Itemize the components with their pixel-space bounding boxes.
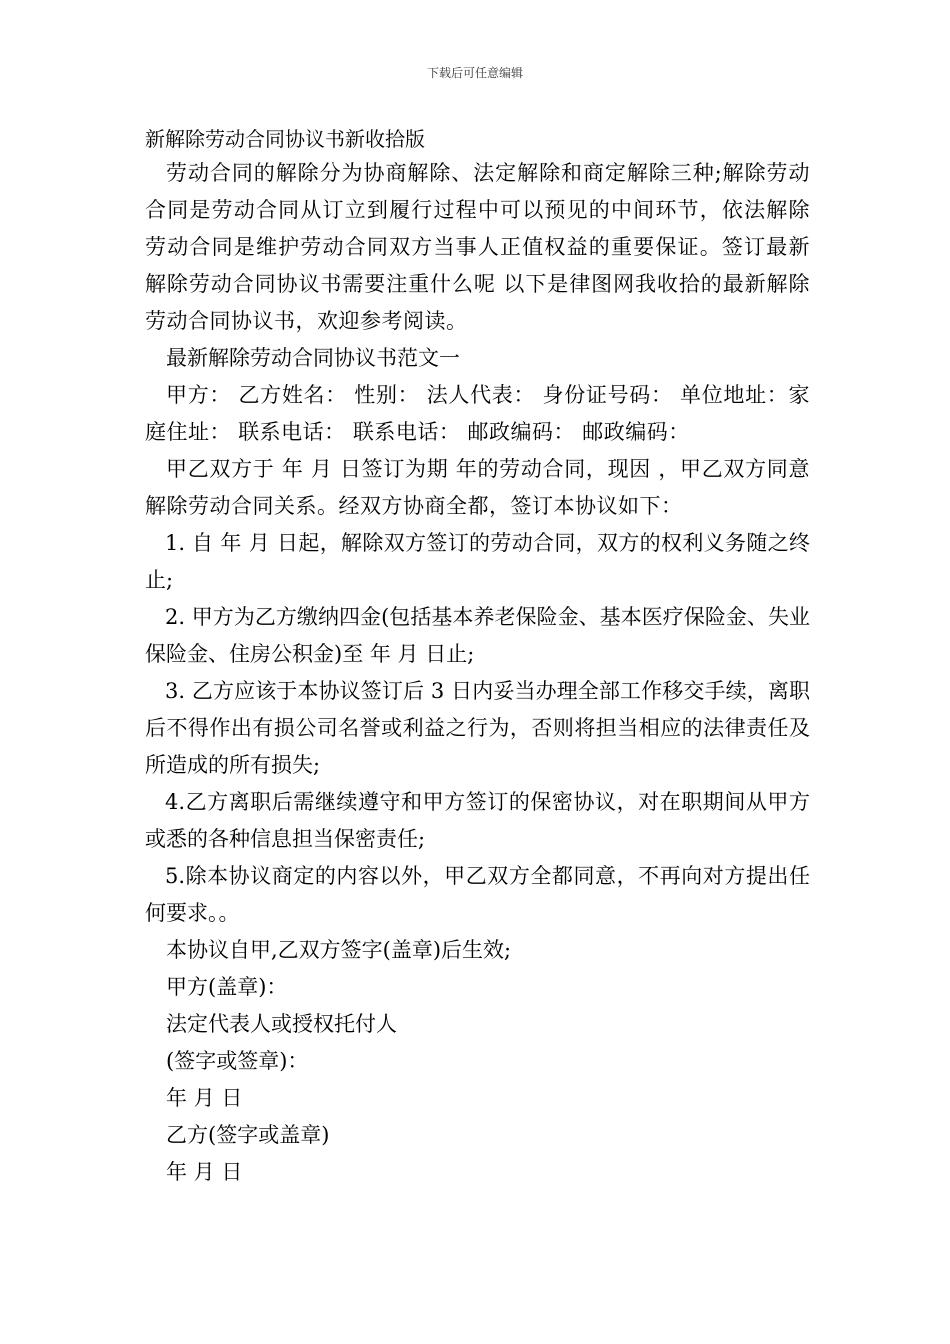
- clause-5: 5.除本协议商定的内容以外，甲乙双方全都同意，不再向对方提出任何要求。。: [145, 864, 810, 925]
- intro-paragraph: 劳动合同的解除分为协商解除、法定解除和商定解除三种;解除劳动合同是劳动合同从订立到履行过程中可以预见的中间环节，依法解除劳动合同是维护劳动合同双方当事人正值权益的重要保证。签订最新解除劳动合同协议书需要注重什么呢 以下是律图网我收拾的最新解除劳动合同协议书，欢迎参考阅读。: [145, 161, 810, 333]
- signature-line: (签字或签章)：: [166, 1049, 309, 1073]
- clause-3: 3. 乙方应该于本协议签订后 3 日内妥当办理全部工作移交手续，离职后不得作出有损公司名誉或利益之行为，否则将担当相应的法律责任及所造成的所有损失;: [145, 679, 810, 777]
- clause-2: 2. 甲方为乙方缴纳四金(包括基本养老保险金、基本医疗保险金、失业保险金、住房公积金)至 年 月 日止;: [145, 605, 810, 666]
- clause-1: 1. 自 年 月 日起，解除双方签订的劳动合同，双方的权利义务随之终止;: [145, 531, 810, 592]
- page-header: 下载后可任意编辑: [426, 66, 523, 80]
- party-b-signature: 乙方(签字或盖章): [166, 1123, 330, 1147]
- clause-4: 4.乙方离职后需继续遵守和甲方签订的保密协议，对在职期间从甲方或悉的各种信息担当保密责任;: [145, 790, 810, 851]
- party-a-seal: 甲方(盖章)：: [166, 975, 288, 999]
- document-title: 新解除劳动合同协议书新收拾版: [145, 127, 425, 151]
- sample-title: 最新解除劳动合同协议书范文一: [166, 346, 460, 370]
- date-line-b: 年 月 日: [166, 1160, 243, 1184]
- agreement-paragraph: 甲乙双方于 年 月 日签订为期 年的劳动合同，现因 ，甲乙双方同意解除劳动合同关系。经双方协商全都，签订本协议如下：: [145, 457, 810, 518]
- parties-paragraph: 甲方： 乙方姓名： 性别： 法人代表： 身份证号码： 单位地址：家庭住址： 联系电话： 联系电话： 邮政编码： 邮政编码：: [145, 383, 810, 444]
- date-line-a: 年 月 日: [166, 1086, 243, 1110]
- document-body: [145, 125, 810, 1191]
- legal-representative: 法定代表人或授权托付人: [166, 1012, 397, 1036]
- effective-clause: 本协议自甲,乙双方签字(盖章)后生效;: [166, 938, 512, 962]
